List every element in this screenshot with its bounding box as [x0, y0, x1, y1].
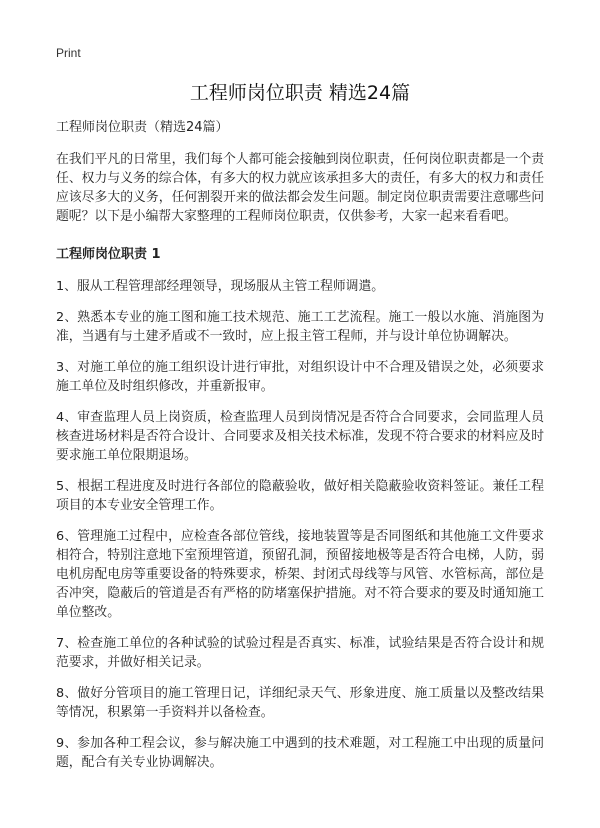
- intro-paragraph: 在我们平凡的日常里，我们每个人都可能会接触到岗位职责，任何岗位职责都是一个责任、权力与义务的综合体，有多大的权力就应该承担多大的责任，有多大的权力和责任应该尽多大的义务，任何割裂开来的做法都会发生问题。制定岗位职责需要注意哪些问题呢？以下是小编帮大家整理的工程师岗位职责，仅供参考，大家一起来看看吧。: [56, 152, 544, 224]
- duty-item: 7、检查施工单位的各种试验的试验过程是否真实、标准，试验结果是否符合设计和规范要求，并做好相关记录。: [56, 636, 544, 670]
- duty-item: 1、服从工程管理部经理领导，现场服从主管工程师调遣。: [56, 279, 385, 294]
- duty-item: 2、熟悉本专业的施工图和施工技术规范、施工工艺流程。施工一般以水施、消施图为准，当遇有与土建矛盾或不一致时，应上报主管工程师，并与设计单位协调解决。: [56, 310, 544, 344]
- duty-item: 4、审查监理人员上岗资质，检查监理人员到岗情况是否符合合同要求，会同监理人员核查进场材料是否符合设计、合同要求及相关技术标准，发现不符合要求的材料应及时要求施工单位限期退场。: [56, 410, 544, 463]
- duty-item: 9、参加各种工程会议，参与解决施工中遇到的技术难题，对工程施工中出现的质量问题，配合有关专业协调解决。: [56, 736, 544, 770]
- duty-item: 3、对施工单位的施工组织设计进行审批，对组织设计中不合理及错误之处，必须要求施工单位及时组织修改，并重新报审。: [56, 360, 544, 394]
- document-subtitle: 工程师岗位职责（精选24篇）: [56, 120, 229, 135]
- print-link[interactable]: Print: [56, 46, 81, 60]
- duty-item: 8、做好分管项目的施工管理日记，详细纪录天气、形象进度、施工质量以及整改结果等情况，积累第一手资料并以备检查。: [56, 686, 544, 720]
- duty-item: 6、管理施工过程中，应检查各部位管线，接地装置等是否同图纸和其他施工文件要求相符合，特别注意地下室预埋管道，预留孔洞，预留接地极等是否符合电梯，人防，弱电机房配电房等重要设备的特殊要求，桥架、封闭式母线等与风管、水管标高，部位是否冲突，隐蔽后的管道是否有严格的防堵塞保护措施。对不符合要求的要及时通知施工单位整改。: [56, 529, 544, 620]
- document-body: [56, 118, 544, 784]
- duty-item: 5、根据工程进度及时进行各部位的隐蔽验收，做好相关隐蔽验收资料签证。兼任工程项目的本专业安全管理工作。: [56, 479, 544, 513]
- page-title: 工程师岗位职责 精选24篇: [189, 82, 411, 104]
- section-heading: 工程师岗位职责 1: [56, 247, 161, 262]
